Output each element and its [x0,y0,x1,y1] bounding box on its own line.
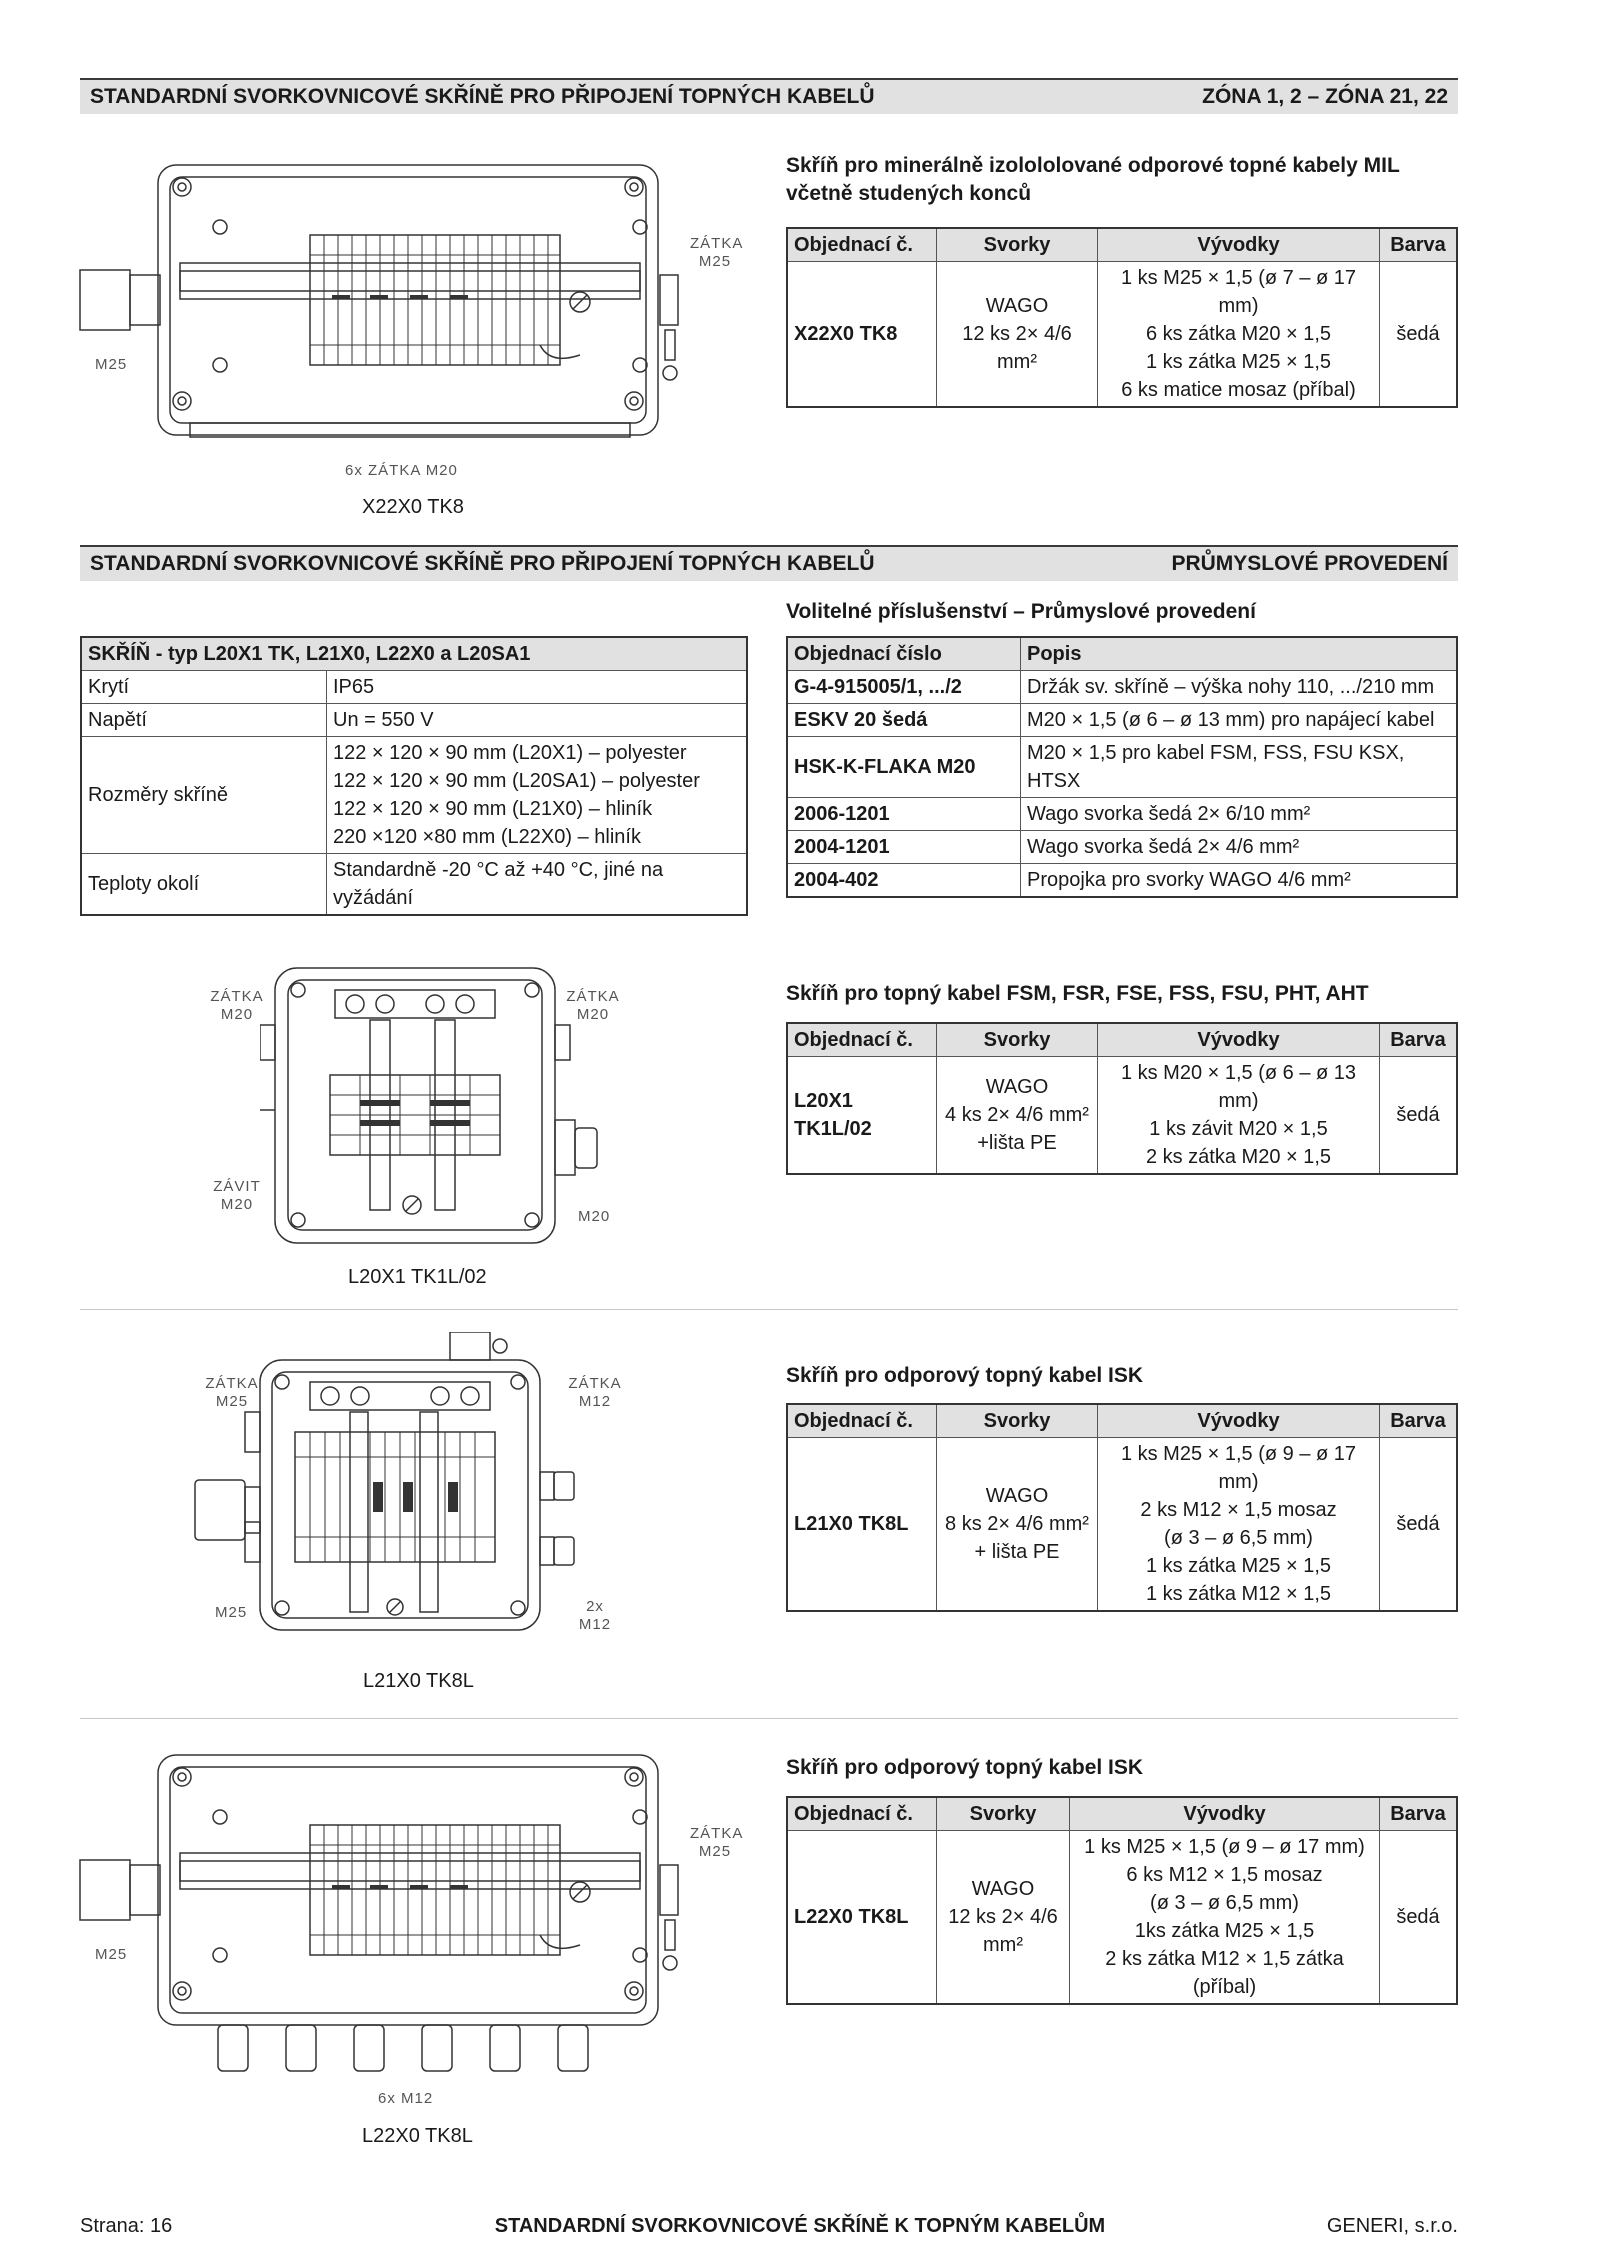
label-m25-left: M25 [95,1946,128,1963]
glands-cell: 1 ks M20 × 1,5 (ø 6 – ø 13 mm) 1 ks závit M20 × 1,5 2 ks zátka M20 × 1,5 [1098,1057,1380,1175]
footer-title: STANDARDNÍ SVORKOVNICOVÉ SKŘÍNĚ K TOPNÝM KABELŮM [494,2215,1106,2237]
col-terminals: Svorky [937,228,1098,262]
product-table-l22x0: Objednací č. Svorky Vývodky Barva L22X0 TK8L WAGO 12 ks 2× 4/6 mm² 1 ks M25 × 1,5 (ø 9 – ø 17 mm) 6 ks M12 × 1,5 mosaz (ø 3 – ø 6,5 mm) 1ks zátka M25 × 1,5 2 ks zátka M12 × 1,5 zátka (příbal) šedá [786,1796,1458,2005]
drawing-caption: X22X0 TK8 [362,496,464,518]
label-zatka-m20-tr: ZÁTKA M20 [566,988,620,1023]
label-zatka-m20-tl: ZÁTKA M20 [210,988,264,1023]
order-code: L21X0 TK8L [787,1438,937,1612]
product-subtitle: Skříň pro minerálně izolololované odporové topné kabely MIL včetně studených konců [786,154,1400,205]
spec-table-title: SKŘÍŇ - typ L20X1 TK, L21X0, L22X0 a L20SA1 [81,637,747,671]
product-subtitle: Skříň pro topný kabel FSM, FSR, FSE, FSS, FSU, PHT, AHT [786,982,1369,1005]
label-zatka-m25-right: ZÁTKA M25 [690,1825,744,1860]
section-header-zone [80,78,1458,114]
label-zavit-m20: ZÁVIT M20 [213,1178,261,1213]
col-glands: Vývodky [1098,228,1380,262]
label-zatka-m20-bottom: 6x ZÁTKA M20 [345,462,458,479]
product-table-x22x0 [786,227,1458,408]
spec-key: Krytí [81,671,327,704]
label-m20-br: M20 [578,1208,611,1225]
spec-key: Napětí [81,704,327,737]
spec-value: 122 × 120 × 90 mm (L20X1) – polyester 122 × 120 × 90 mm (L20SA1) – polyester 122 × 120 × 90 mm (L21X0) – hliník 220 ×120 ×80 mm (L22X0) – hliník [327,737,748,854]
glands-cell: 1 ks M25 × 1,5 (ø 9 – ø 17 mm) 6 ks M12 × 1,5 mosaz (ø 3 – ø 6,5 mm) 1ks zátka M25 × 1,5 2 ks zátka M12 × 1,5 zátka (příbal) [1070,1831,1380,2005]
color-cell: šedá [1380,1438,1458,1612]
col-description: Popis [1021,637,1458,671]
label-zatka-m25-tl: ZÁTKA M25 [205,1375,259,1410]
table-row [787,262,1457,408]
color-cell: šedá [1380,1057,1458,1175]
spec-value: IP65 [327,671,748,704]
glands-cell: 1 ks M25 × 1,5 (ø 7 – ø 17 mm) 6 ks zátka M20 × 1,5 1 ks zátka M25 × 1,5 6 ks matice mosaz (příbal) [1098,262,1380,408]
product-table-l20x1: Objednací č. Svorky Vývodky Barva L20X1 TK1L/02 WAGO 4 ks 2× 4/6 mm² +lišta PE 1 ks M20 × 1,5 (ø 6 – ø 13 mm) 1 ks závit M20 × 1,5 2 ks zátka M20 × 1,5 šedá [786,1022,1458,1175]
page-number: Strana: 16 [80,2215,173,2237]
spec-key: Teploty okolí [81,854,327,916]
label-zatka-m25-right: ZÁTKA M25 [690,235,744,270]
col-order-no: Objednací č. [787,228,937,262]
drawing-caption: L22X0 TK8L [362,2125,473,2147]
table-row: HSK-K-FLAKA M20 M20 × 1,5 pro kabel FSM, FSS, FSU KSX, HTSX [787,737,1457,798]
spec-value: Un = 550 V [327,704,748,737]
drawing-caption: L21X0 TK8L [363,1670,474,1692]
table-row [787,1057,1457,1175]
label-6x-m12: 6x M12 [378,2090,434,2107]
enclosure-drawing-x22x0 [70,155,720,455]
industrial-label: PRŮMYSLOVÉ PROVEDENÍ [1171,552,1448,575]
product-subtitle: Skříň pro odporový topný kabel ISK [786,1756,1144,1779]
table-row [81,704,747,737]
col-order-number: Objednací číslo [787,637,1021,671]
section-divider [80,1718,1458,1719]
table-row [81,737,747,854]
label-m25-bl: M25 [215,1604,248,1621]
accessories-table [786,636,1458,898]
terminals-cell: WAGO 12 ks 2× 4/6 mm² [937,1831,1070,2005]
terminals-cell: WAGO 8 ks 2× 4/6 mm² + lišta PE [937,1438,1098,1612]
color-cell: šedá [1380,1831,1458,2005]
section-title: STANDARDNÍ SVORKOVNICOVÉ SKŘÍNĚ PRO PŘIPOJENÍ TOPNÝCH KABELŮ [90,85,875,108]
drawing-caption: L20X1 TK1L/02 [348,1266,487,1288]
section-header-industrial [80,545,1458,581]
color-cell: šedá [1380,262,1458,408]
order-code: L20X1 TK1L/02 [787,1057,937,1175]
label-m25-left: M25 [95,356,128,373]
glands-cell: 1 ks M25 × 1,5 (ø 9 – ø 17 mm) 2 ks M12 × 1,5 mosaz (ø 3 – ø 6,5 mm) 1 ks zátka M25 × 1,5 1 ks zátka M12 × 1,5 [1098,1438,1380,1612]
table-row: G-4-915005/1, .../2 Držák sv. skříně – výška nohy 110, .../210 mm [787,671,1457,704]
company-name: GENERI, s.r.o. [1326,2215,1458,2237]
enclosure-drawing-l22x0 [70,1745,720,2085]
table-row [787,1438,1457,1612]
section-title: STANDARDNÍ SVORKOVNICOVÉ SKŘÍNĚ PRO PŘIPOJENÍ TOPNÝCH KABELŮ [90,552,875,575]
terminals-cell: WAGO 12 ks 2× 4/6 mm² [937,262,1098,408]
table-row: ESKV 20 šedá M20 × 1,5 (ø 6 – ø 13 mm) pro napájecí kabel [787,704,1457,737]
zone-label: ZÓNA 1, 2 – ZÓNA 21, 22 [1202,85,1448,108]
table-row: 2006-1201 Wago svorka šedá 2× 6/10 mm² [787,798,1457,831]
product-table-l21x0: Objednací č. Svorky Vývodky Barva L21X0 TK8L WAGO 8 ks 2× 4/6 mm² + lišta PE 1 ks M25 × 1,5 (ø 9 – ø 17 mm) 2 ks M12 × 1,5 mosaz (ø 3 – ø 6,5 mm) 1 ks zátka M25 × 1,5 1 ks zátka M12 × 1,5 šedá [786,1403,1458,1612]
accessories-title: Volitelné příslušenství – Průmyslové provedení [786,600,1256,623]
enclosure-drawing-l20x1 [260,960,600,1250]
order-code: X22X0 TK8 [787,262,937,408]
table-row [81,671,747,704]
col-color: Barva [1380,228,1458,262]
enclosure-spec-table [80,636,748,916]
label-2x-m12: 2x M12 [578,1598,612,1633]
product-subtitle: Skříň pro odporový topný kabel ISK [786,1364,1144,1387]
spec-value: Standardně -20 °C až +40 °C, jiné na vyžádání [327,854,748,916]
spec-key: Rozměry skříně [81,737,327,854]
terminals-cell: WAGO 4 ks 2× 4/6 mm² +lišta PE [937,1057,1098,1175]
label-zatka-m12-tr: ZÁTKA M12 [568,1375,622,1410]
table-row [787,1831,1457,2005]
table-row: 2004-402 Propojka pro svorky WAGO 4/6 mm² [787,864,1457,898]
table-row: 2004-1201 Wago svorka šedá 2× 4/6 mm² [787,831,1457,864]
order-code: L22X0 TK8L [787,1831,937,2005]
table-row [81,854,747,916]
section-divider [80,1309,1458,1310]
